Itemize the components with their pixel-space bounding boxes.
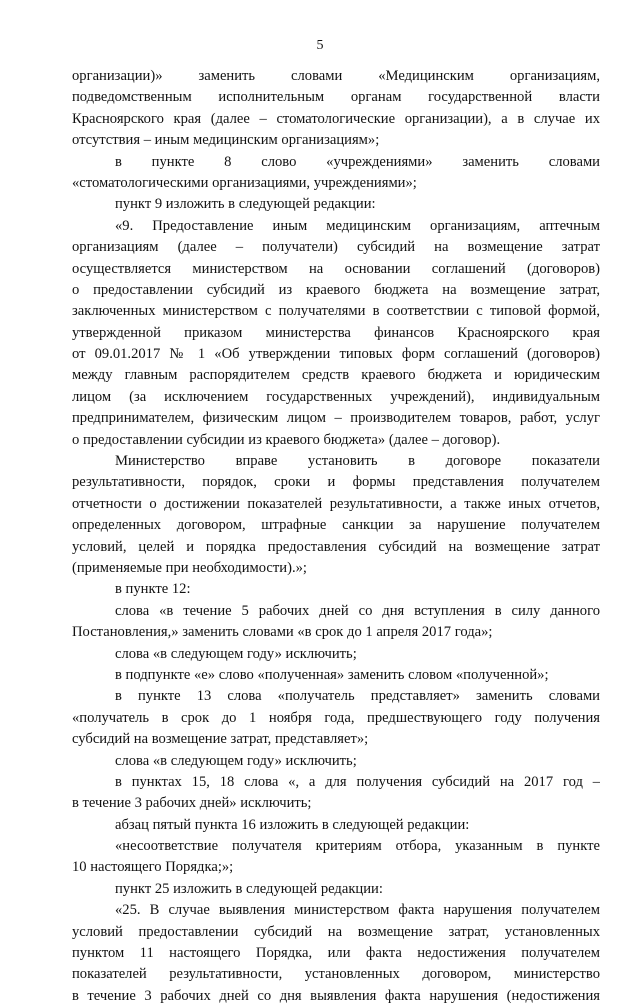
text-line: лицом (за исключением государственных учреждений), индивидуальным: [72, 388, 600, 405]
text-line: Постановления,» заменить словами «в срок до 1 апреля 2017 года»;: [72, 624, 493, 641]
text-line: условий предоставлении субсидий на возмещение затрат, установленных: [72, 923, 600, 940]
text-line: между главным распорядителем средств краевого бюджета и юридическим: [72, 367, 600, 384]
text-line: о предоставлении субсидии из краевого бюджета» (далее – договор).: [72, 431, 501, 448]
text-line: «25. В случае выявления министерством факта нарушения получателем: [115, 902, 600, 919]
text-line: пунктом 11 настоящего Порядка, или факта недостижения получателем: [72, 945, 600, 962]
text-line: от 09.01.2017 № 1 «Об утверждении типовых форм соглашений (договоров): [72, 346, 600, 363]
text-line: организации)» заменить словами «Медицинским организациям,: [72, 68, 600, 84]
text-line: в пункте 8 слово «учреждениями» заменить словами: [115, 153, 600, 170]
text-line: 10 настоящего Порядка;»;: [72, 859, 234, 876]
text-line: предпринимателем, физическим лицом – производителем товаров, работ, услуг: [72, 410, 600, 427]
text-line: (применяемые при необходимости).»;: [72, 559, 307, 576]
text-line: Министерство вправе установить в договоре показатели: [115, 453, 600, 470]
text-line: показателей результативности, установленных договором, министерство: [72, 966, 600, 983]
text-line: «несоответствие получателя критериям отбора, указанным в пункте: [115, 838, 600, 855]
text-line: заключенных министерством с получателями в соответствии с типовой формой,: [72, 303, 600, 320]
text-line: в пункте 13 слова «получатель представляет» заменить словами: [115, 688, 600, 705]
text-line: результативности, порядок, сроки и формы представления получателем: [72, 474, 600, 491]
text-line: пункт 9 изложить в следующей редакции:: [115, 196, 376, 213]
text-line: отчетности о достижении показателей результативности, а также иных отчетов,: [72, 495, 600, 512]
text-line: организациям (далее – получатели) субсидий на возмещение затрат: [72, 239, 600, 256]
page-number: 5: [316, 38, 324, 53]
text-line: в пункте 12:: [115, 581, 191, 598]
text-line: слова «в следующем году» исключить;: [115, 645, 357, 662]
text-line: слова «в течение 5 рабочих дней со дня вступления в силу данного: [115, 602, 600, 619]
text-line: в подпункте «е» слово «полученная» заменить словом «полученной»;: [115, 666, 549, 683]
text-line: определенных договором, штрафные санкции за нарушение получателем: [72, 517, 600, 534]
text-line: осуществляется министерством на основании соглашений (договоров): [72, 260, 600, 277]
text-line: в пунктах 15, 18 слова «, а для получения субсидий на 2017 год –: [115, 773, 600, 790]
text-line: субсидий на возмещение затрат, представляет»;: [72, 731, 369, 748]
text-line: в течение 3 рабочих дней со дня выявления факта нарушения (недостижения: [72, 987, 600, 1004]
text-line: слова «в следующем году» исключить;: [115, 752, 357, 769]
text-line: «получатель в срок до 1 ноября года, предшествующего году получения: [72, 709, 600, 726]
text-line: утвержденной приказом министерства финансов Красноярского края: [72, 324, 600, 341]
text-line: подведомственным исполнительным органам государственной власти: [72, 89, 600, 106]
text-line: о предоставлении субсидий из краевого бюджета на возмещение затрат,: [72, 281, 600, 298]
text-line: «стоматологическими организациями, учреждениями»;: [72, 174, 417, 191]
text-line: «9. Предоставление иным медицинским организациям, аптечным: [115, 217, 600, 234]
text-line: Красноярского края (далее – стоматологические организации), а в случае их: [72, 110, 600, 127]
document-body: [72, 66, 600, 1007]
text-line: абзац пятый пункта 16 изложить в следующей редакции:: [115, 816, 470, 833]
text-line: пункт 25 изложить в следующей редакции:: [115, 880, 383, 897]
text-line: отсутствия – иным медицинским организациям»;: [72, 132, 380, 149]
text-line: в течение 3 рабочих дней» исключить;: [72, 795, 312, 812]
text-line: условий, целей и порядка предоставления субсидий на возмещение затрат: [72, 538, 600, 555]
